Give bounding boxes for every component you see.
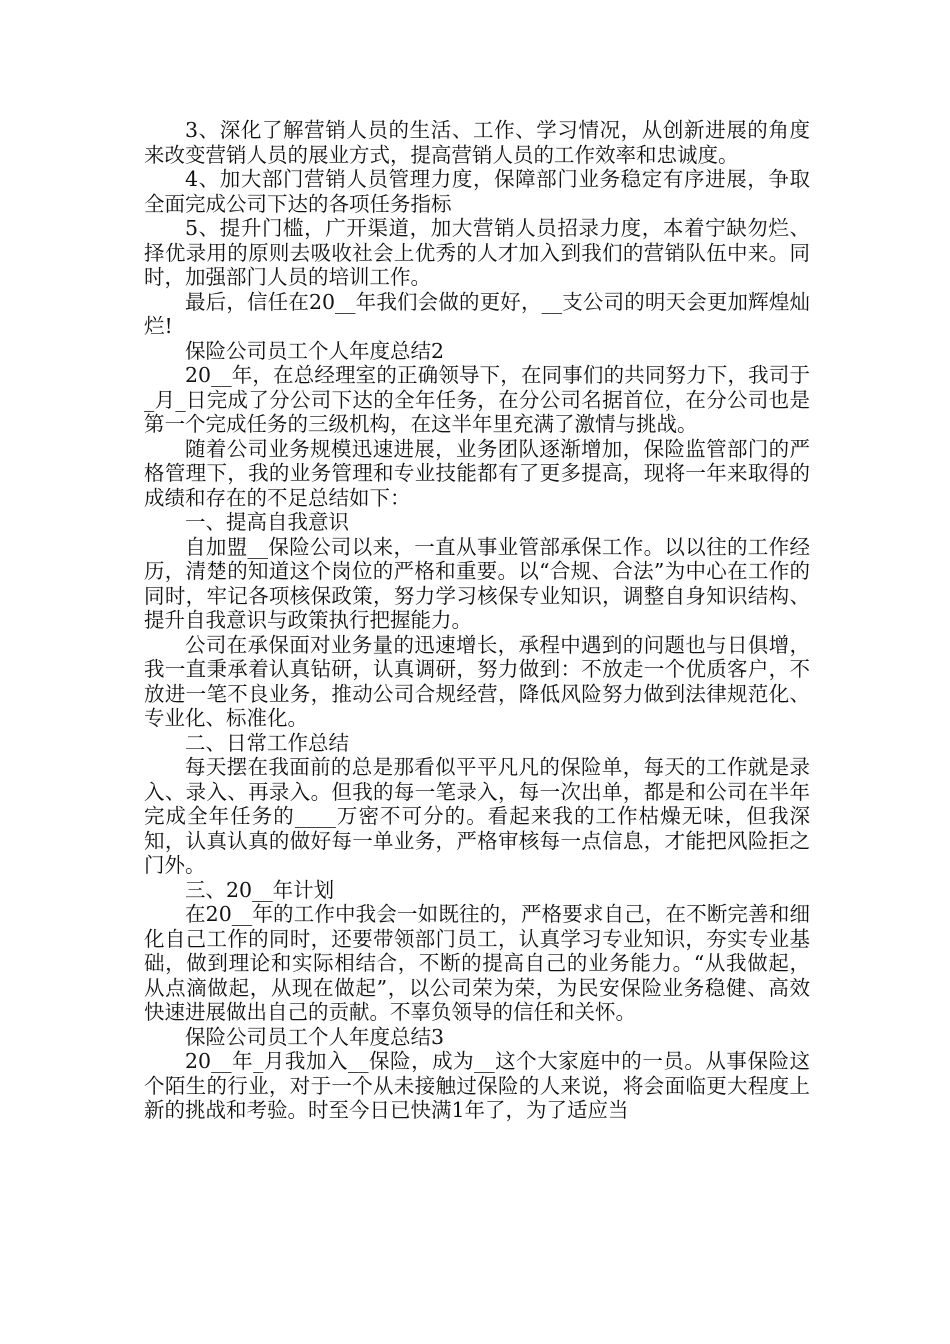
paragraph-self-awareness-2: 公司在承保面对业务量的迅速增长，承程中遇到的问题也与日俱增，我一直秉承着认真钻研，认真调研，努力做到：不放走一个优质客户，不放进一笔不良业务，推动公司合规经营，降低风险努力做到法律规范化、专业化、标准化。	[144, 632, 810, 730]
document-page	[144, 118, 810, 1123]
paragraph-summary-3-intro: 20__年_月我加入__保险，成为__这个大家庭中的一员。从事保险这个陌生的行业，对于一个从未接触过保险的人来说，将会面临更大程度上新的挑战和考验。时至今日已快满1年了，为了适应当	[144, 1049, 810, 1122]
paragraph-item-5: 5、提升门槛，广开渠道，加大营销人员招录力度，本着宁缺勿烂、择优录用的原则去吸收社会上优秀的人才加入到我们的营销队伍中来。同时，加强部门人员的培训工作。	[144, 216, 810, 289]
subheading-self-awareness: 一、提高自我意识	[185, 510, 349, 534]
subheading-daily-work: 二、日常工作总结	[185, 730, 349, 755]
paragraph-item-3: 3、深化了解营销人员的生活、工作、学习情况，从创新进展的角度来改变营销人员的展业方式，提高营销人员的工作效率和忠诚度。	[144, 118, 810, 167]
section-title-summary-2: 保险公司员工个人年度总结2	[185, 338, 445, 363]
paragraph-summary-2-intro: 20__年，在总经理室的正确领导下，在同事们的共同努力下，我司于_月_日完成了分公司下达的全年任务，在分公司名据首位，在分公司也是第一个完成任务的三级机构，在这半年里充满了激情与挑战。	[144, 363, 810, 436]
paragraph-daily-work: 每天摆在我面前的总是那看似平平凡凡的保险单，每天的工作就是录入、录入、再录入。但我的每一笔录入，每一次出单，都是和公司在半年完成全年任务的____万密不可分的。看起来我的工作枯燥无味，但我深知，认真认真的做好每一单业务，严格审核每一点信息，才能把风险拒之门外。	[144, 755, 810, 877]
subheading-year-plan: 三、20__年计划	[185, 877, 335, 902]
paragraph-year-plan: 在20__年的工作中我会一如既往的，严格要求自己，在不断完善和细化自己工作的同时，还要带领部门员工，认真学习专业知识，夯实专业基础，做到理论和实际相结合，不断的提高自己的业务能力。“从我做起，从点滴做起，从现在做起”，以公司荣为荣，为民安保险业务稳健、高效快速进展做出自己的贡献。不辜负领导的信任和关怀。	[144, 902, 810, 1024]
paragraph-summary-2-overview: 随着公司业务规模迅速进展，业务团队逐渐增加，保险监管部门的严格管理下，我的业务管理和专业技能都有了更多提高，现将一年来取得的成绩和存在的不足总结如下：	[144, 436, 810, 510]
paragraph-closing: 最后，信任在20__年我们会做的更好，__支公司的明天会更加辉煌灿烂!	[144, 289, 810, 338]
paragraph-item-4: 4、加大部门营销人员管理力度，保障部门业务稳定有序进展，争取全面完成公司下达的各项任务指标	[144, 167, 810, 216]
section-title-summary-3: 保险公司员工个人年度总结3	[185, 1024, 445, 1049]
paragraph-self-awareness-1: 自加盟__保险公司以来，一直从事业管部承保工作。以以往的工作经历，清楚的知道这个岗位的严格和重要。以“合规、合法”为中心在工作的同时，牢记各项核保政策，努力学习核保专业知识，调整自身知识结构、提升自我意识与政策执行把握能力。	[144, 534, 810, 632]
